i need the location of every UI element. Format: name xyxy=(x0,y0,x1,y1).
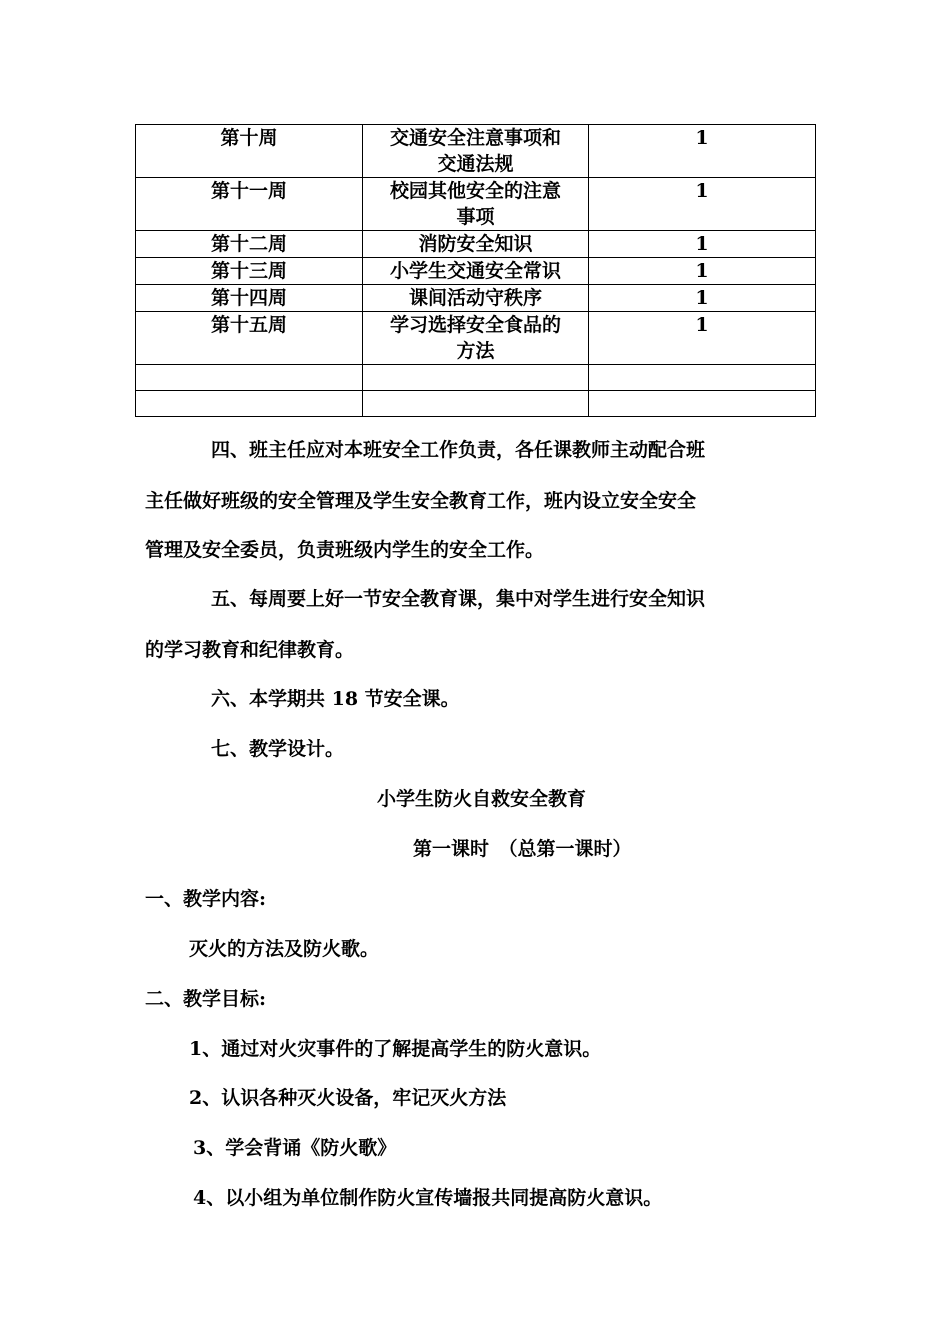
topic-line: 交通安全注意事项和 xyxy=(389,127,561,149)
lesson-title: 小学生防火自救安全教育 xyxy=(377,788,587,810)
empty-cell xyxy=(589,391,816,417)
hours-cell: 1 xyxy=(589,312,816,365)
goal-item: 3、学会背诵《防火歌》 xyxy=(193,1137,397,1159)
empty-cell xyxy=(136,365,363,391)
paragraph-line: 的学习教育和纪律教育。 xyxy=(145,639,355,661)
topic-cell xyxy=(363,231,589,258)
week-cell: 第十一周 xyxy=(136,178,363,231)
topic-line: 学习选择安全食品的 xyxy=(389,314,561,336)
content-text: 灭火的方法及防火歌。 xyxy=(189,938,380,960)
paragraph-line: 主任做好班级的安全管理及学生安全教育工作，班内设立安全安全 xyxy=(145,490,697,512)
schedule-table xyxy=(135,124,816,417)
topic-cell xyxy=(363,178,589,231)
week-cell: 第十四周 xyxy=(136,285,363,312)
goal-item: 2、认识各种灭火设备，牢记灭火方法 xyxy=(189,1087,507,1109)
table-row xyxy=(136,312,816,365)
topic-line: 事项 xyxy=(456,206,495,228)
empty-cell xyxy=(363,365,589,391)
topic-line: 课间活动守秩序 xyxy=(408,287,542,309)
lesson-subtitle: 第一课时 （总第一课时） xyxy=(413,838,632,860)
topic-cell xyxy=(363,125,589,178)
goal-item: 4、以小组为单位制作防火宣传墙报共同提高防火意识。 xyxy=(193,1187,663,1209)
table-row xyxy=(136,231,816,258)
empty-row xyxy=(136,391,816,417)
week-cell: 第十三周 xyxy=(136,258,363,285)
topic-cell xyxy=(363,285,589,312)
hours-cell: 1 xyxy=(589,178,816,231)
topic-cell xyxy=(363,258,589,285)
goal-item: 1、通过对火灾事件的了解提高学生的防火意识。 xyxy=(189,1038,602,1060)
hours-cell: 1 xyxy=(589,258,816,285)
hours-cell: 1 xyxy=(589,285,816,312)
topic-line: 方法 xyxy=(456,340,495,362)
topic-line: 校园其他安全的注意 xyxy=(389,180,561,202)
empty-cell xyxy=(136,391,363,417)
table-row xyxy=(136,258,816,285)
hours-cell: 1 xyxy=(589,231,816,258)
week-cell: 第十二周 xyxy=(136,231,363,258)
topic-line: 交通法规 xyxy=(437,153,514,175)
table-row xyxy=(136,178,816,231)
goals-heading: 二、教学目标: xyxy=(145,988,267,1010)
paragraph-line: 管理及安全委员，负责班级内学生的安全工作。 xyxy=(145,539,545,561)
paragraph-line: 五、每周要上好一节安全教育课，集中对学生进行安全知识 xyxy=(211,588,706,610)
content-heading: 一、教学内容: xyxy=(145,888,267,910)
week-cell: 第十五周 xyxy=(136,312,363,365)
table-row xyxy=(136,285,816,312)
week-cell: 第十周 xyxy=(136,125,363,178)
paragraph-line: 四、班主任应对本班安全工作负责，各任课教师主动配合班 xyxy=(211,439,706,461)
topic-line: 小学生交通安全常识 xyxy=(389,260,561,282)
table-row xyxy=(136,125,816,178)
topic-line: 消防安全知识 xyxy=(418,233,533,255)
section-six-text: 六、本学期共 18 节安全课。 xyxy=(211,688,460,710)
topic-cell xyxy=(363,312,589,365)
section-seven-text: 七、教学设计。 xyxy=(211,738,345,760)
empty-cell xyxy=(363,391,589,417)
empty-row xyxy=(136,365,816,391)
hours-cell: 1 xyxy=(589,125,816,178)
empty-cell xyxy=(589,365,816,391)
